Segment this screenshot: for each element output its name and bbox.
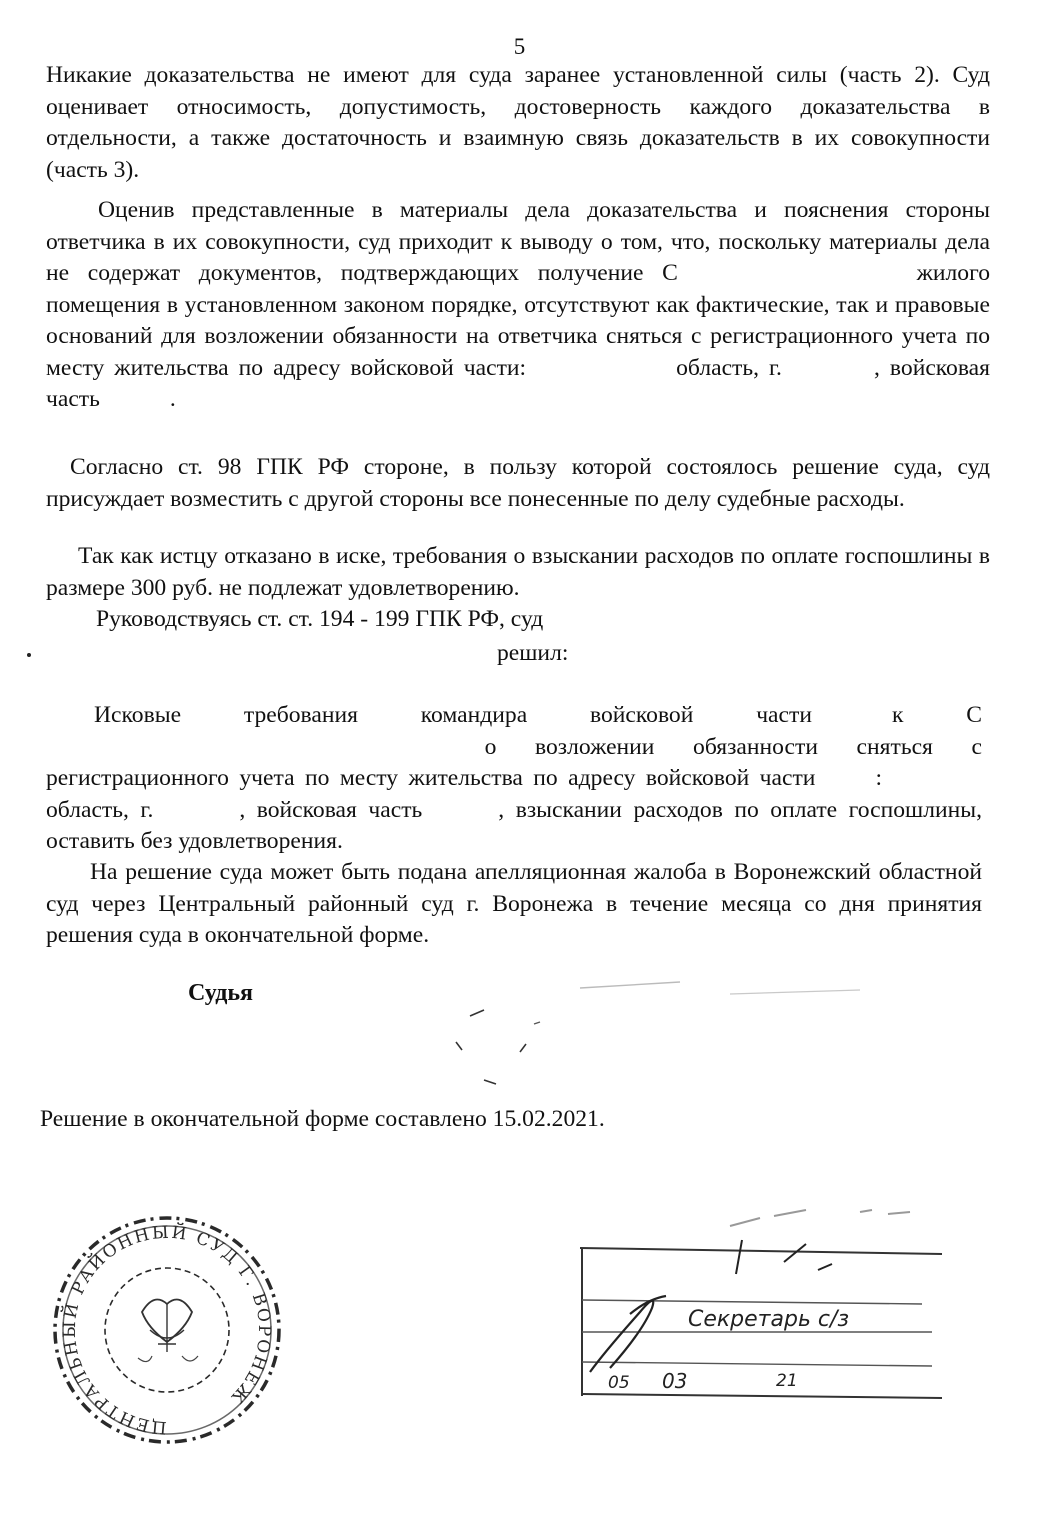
paragraph-evidence-evaluation [46, 60, 990, 186]
text-segment: , [873, 354, 880, 381]
seal-text: ЦЕНТРАЛЬНЫЙ РАЙОННЫЙ СУД Г. ВОРОНЕЖ [59, 1222, 275, 1438]
paragraph-court-conclusion [46, 195, 990, 416]
secretary-handwriting: Секретарь с/з [688, 1307, 850, 1332]
copy-date-year: 21 [776, 1371, 798, 1391]
paragraph-text: Никакие доказательства не имеют для суда заранее установленной силы (часть 2). Суд оценивает относимость, допустимость, достоверность каждого доказательства в отдельности, а также достаточность и взаимную связь доказательств в их совокупности (часть 3). [46, 62, 990, 183]
text-segment: войсковая часть [46, 354, 991, 412]
paragraph-text: На решение суда может быть подана апелляционная жалоба в Воронежский областной суд через Центральный районный суд г. Воронежа в течение месяца со дня принятия решения суда в окончательной форме. [46, 859, 982, 948]
guided-by-line: Руководствуясь ст. ст. 194 - 199 ГПК РФ, суд [96, 606, 544, 632]
text-segment: область, г. [676, 354, 782, 381]
judge-label: Судья [188, 980, 254, 1006]
text-segment: . [169, 386, 176, 412]
paragraph-ruling [46, 700, 982, 858]
text-segment: Исковые требования командира войсковой части [94, 702, 812, 728]
paragraph-text: Так как истцу отказано в иске, требования о взыскании расходов по оплате госпошлины в размере 300 руб. не подлежат удовлетворению. [46, 543, 990, 601]
text-segment: жилого помещения в установленном законом порядке, отсутствуют как фактические, так и правовые оснований для возложении обязанности на ответчика сняться с регистрационного учета по месту жительства по адресу войсковой части: [46, 260, 990, 381]
final-form-note: Решение в окончательной форме составлено 15.02.2021. [40, 1106, 605, 1132]
paragraph-text [46, 700, 982, 858]
page-number: 5 [513, 34, 526, 59]
paragraph-court-costs [46, 452, 990, 515]
paragraph-state-duty [46, 541, 990, 604]
text-segment: Оценив представленные в материалы дела доказательства и пояснения стороны ответчика в их совокупности, суд приходит к выводу о том, что, поскольку материалы дела не содержат документов, подтверждающих получение С [46, 197, 990, 286]
paragraph-appeal [46, 857, 982, 952]
court-seal-stamp [50, 1212, 285, 1447]
text-segment: область, г. [46, 796, 154, 823]
copy-date-day: 05 [608, 1373, 630, 1393]
decided-heading: решил: [497, 640, 569, 666]
text-segment: , взыскании расходов по оплате госпошлины, оставить без удовлетворения. [46, 796, 982, 854]
paragraph-text: Согласно ст. 98 ГПК РФ стороне, в пользу которой состоялось решение суда, суд присуждает возместить с другой стороны все понесенные по делу судебные расходы. [46, 454, 990, 512]
scan-speck [27, 653, 31, 657]
copy-date-month: 03 [662, 1369, 688, 1393]
text-segment: к С [891, 702, 982, 728]
text-segment: : [875, 765, 882, 791]
text-segment: , войсковая часть [239, 796, 423, 823]
true-copy-mark [570, 1200, 970, 1400]
judge-signature [440, 980, 940, 1090]
text-segment: о возложении обязанности сняться с регистрационного учета по месту жительства по адресу войсковой части [46, 733, 982, 791]
paragraph-text [46, 195, 990, 416]
